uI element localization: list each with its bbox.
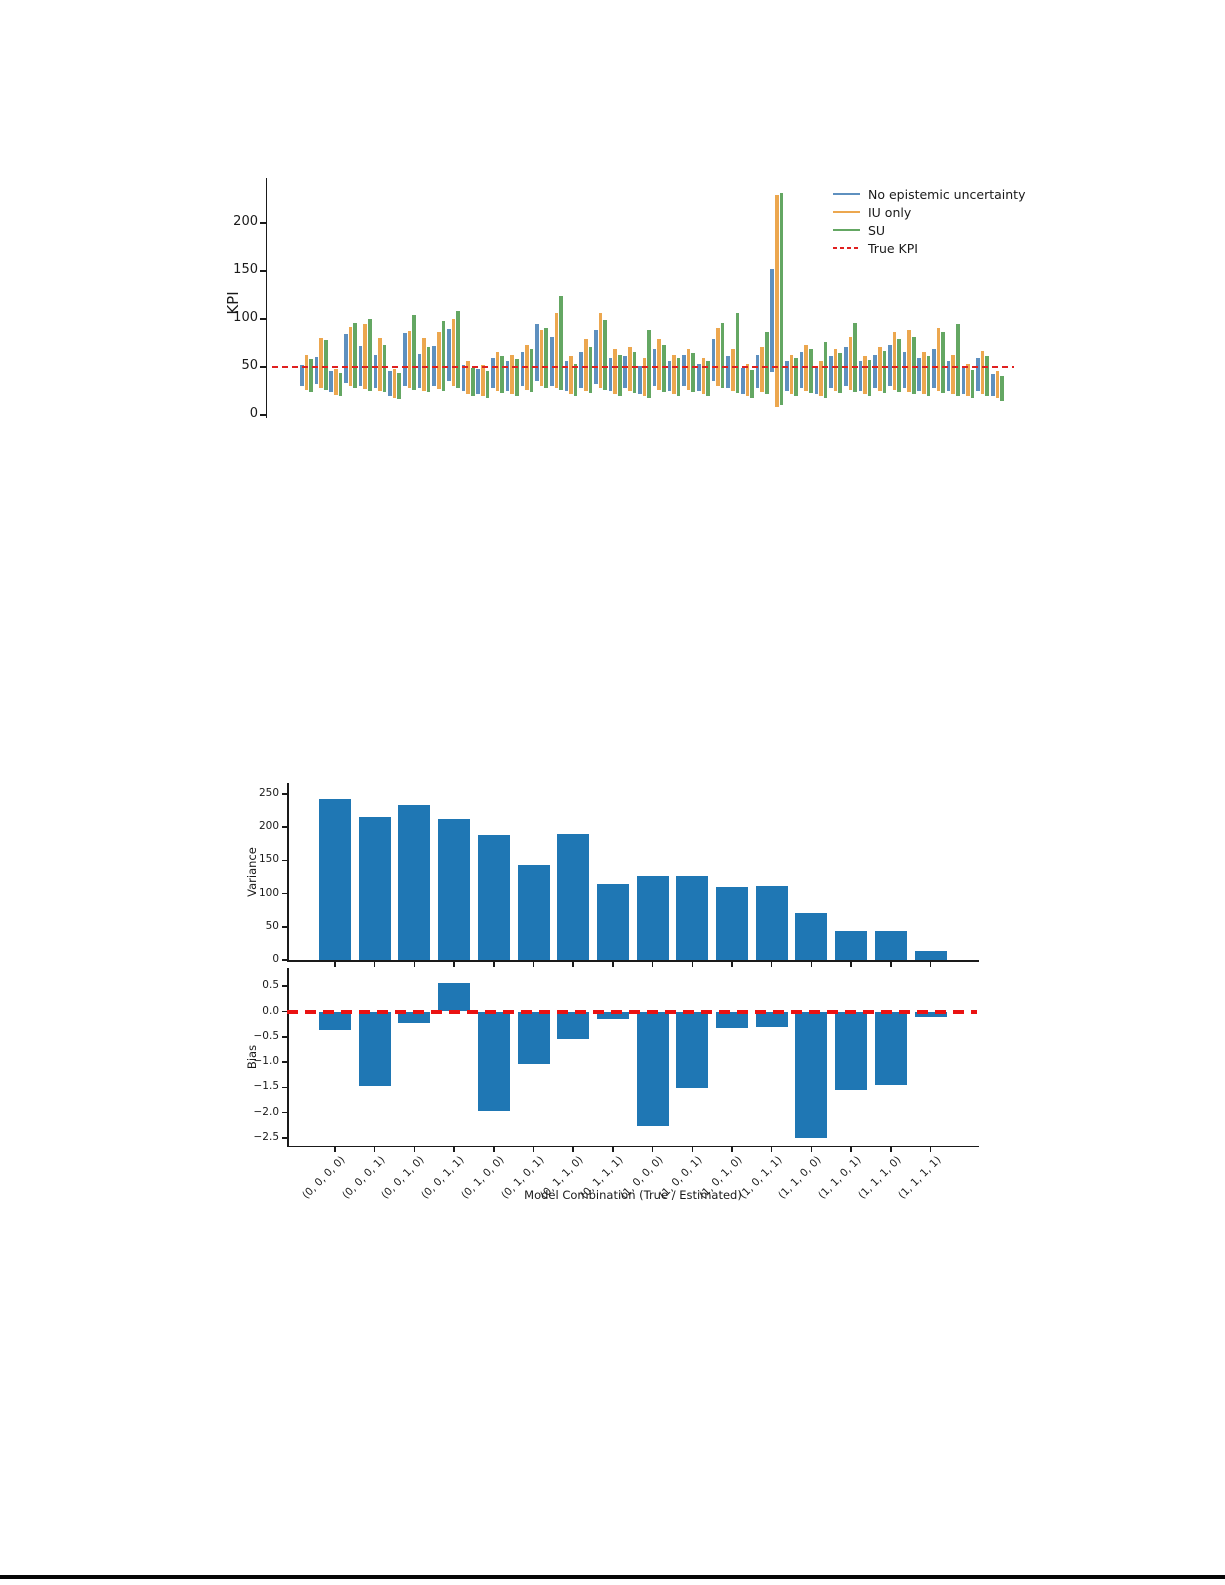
variance-bar	[398, 805, 430, 960]
bias-ytick-mark	[282, 985, 288, 987]
kpi-bar-no-epistemic	[991, 374, 995, 396]
variance-ytick-label: 50	[265, 919, 279, 932]
legend-row-su	[833, 221, 885, 239]
bias-xtick-label: (1, 0, 0, 1)	[657, 1154, 705, 1202]
kpi-bar-no-epistemic	[462, 365, 466, 391]
kpi-bar-iu-only	[687, 349, 691, 390]
kpi-ytick-label: 0	[249, 406, 258, 421]
kpi-bar-no-epistemic	[491, 358, 495, 388]
kpi-bar-su	[780, 193, 784, 405]
kpi-bar-su	[427, 347, 431, 392]
kpi-ytick-label: 100	[233, 310, 258, 325]
kpi-ytick-mark	[260, 366, 266, 368]
bias-xtick-label: (1, 1, 0, 0)	[776, 1154, 824, 1202]
bias-ytick-label: −2.5	[253, 1131, 279, 1143]
bias-bar	[756, 1012, 788, 1027]
bias-bar	[637, 1012, 669, 1126]
bias-ytick-mark	[282, 1036, 288, 1038]
bias-xtick-mark	[533, 1147, 535, 1152]
kpi-bar-su	[544, 328, 548, 388]
variance-ytick-label: 200	[258, 820, 279, 833]
kpi-bar-no-epistemic	[903, 352, 907, 388]
kpi-bar-no-epistemic	[873, 355, 877, 389]
kpi-bar-no-epistemic	[741, 368, 745, 394]
kpi-bar-iu-only	[437, 332, 441, 389]
kpi-bar-iu-only	[716, 328, 720, 387]
kpi-bar-no-epistemic	[976, 358, 980, 391]
kpi-bar-no-epistemic	[447, 329, 451, 382]
kpi-bar-no-epistemic	[609, 358, 613, 391]
kpi-bar-su	[677, 358, 681, 395]
bias-bar	[438, 983, 470, 1012]
variance-bar	[716, 887, 748, 960]
bias-xtick-label: (1, 0, 0, 0)	[617, 1154, 666, 1202]
variance-bar	[676, 876, 708, 960]
bias-xtick-label: (0, 1, 1, 0)	[538, 1154, 586, 1202]
variance-xtick-mark	[493, 962, 495, 967]
kpi-bar-su	[956, 324, 960, 396]
kpi-bar-iu-only	[731, 349, 735, 391]
kpi-bar-su	[500, 356, 504, 392]
kpi-bar-su	[309, 359, 313, 392]
bias-ytick-mark	[282, 1061, 288, 1063]
kpi-bar-su	[339, 373, 343, 396]
kpi-bar-iu-only	[599, 313, 603, 388]
kpi-bar-iu-only	[555, 313, 559, 388]
kpi-bar-su	[736, 313, 740, 393]
kpi-bar-iu-only	[937, 328, 941, 391]
kpi-bar-iu-only	[378, 338, 382, 391]
bias-ytick-mark	[282, 1087, 288, 1089]
kpi-bar-no-epistemic	[476, 369, 480, 394]
bias-xtick-label: (1, 0, 1, 0)	[697, 1154, 745, 1202]
variance-xtick-mark	[453, 962, 455, 967]
legend-row-iu-only	[833, 203, 911, 221]
kpi-bar-iu-only	[672, 355, 676, 394]
kpi-bar-su	[721, 323, 725, 388]
kpi-bar-no-epistemic	[682, 355, 686, 387]
kpi-bar-su	[838, 353, 842, 393]
kpi-bar-iu-only	[422, 338, 426, 391]
legend-line-no-epistemic	[833, 193, 860, 196]
variance-y-axis-spine	[287, 783, 289, 962]
legend-label: IU only	[868, 204, 912, 220]
variance-xtick-mark	[612, 962, 614, 967]
bias-x-axis-title: Model Combination (True / Estimated)	[524, 1188, 742, 1202]
bias-xtick-label: (1, 1, 1, 1)	[895, 1154, 943, 1202]
kpi-bar-su	[530, 349, 534, 392]
bias-xtick-mark	[374, 1147, 376, 1152]
variance-bar	[795, 913, 827, 960]
variance-xtick-mark	[890, 962, 892, 967]
kpi-bar-iu-only	[305, 355, 309, 390]
kpi-bar-iu-only	[893, 332, 897, 390]
kpi-bar-iu-only	[878, 347, 882, 391]
kpi-bar-iu-only	[349, 327, 353, 387]
variance-ytick-mark	[282, 893, 288, 895]
kpi-bar-su	[765, 332, 769, 393]
variance-bar	[756, 886, 788, 960]
bias-bar	[716, 1012, 748, 1028]
kpi-bar-no-epistemic	[315, 357, 319, 384]
variance-bar	[438, 819, 470, 960]
bias-bar	[359, 1012, 391, 1086]
bias-x-axis-spine	[287, 1146, 979, 1148]
bias-bar	[676, 1012, 708, 1088]
kpi-bar-su	[824, 342, 828, 398]
kpi-bar-no-epistemic	[535, 324, 539, 382]
kpi-bar-no-epistemic	[344, 334, 348, 383]
kpi-bar-su	[853, 323, 857, 392]
kpi-bar-no-epistemic	[756, 355, 760, 389]
kpi-bar-iu-only	[702, 358, 706, 394]
kpi-bar-no-epistemic	[329, 371, 333, 392]
legend-dashed-line-true-kpi	[833, 247, 860, 249]
bias-ytick-mark	[282, 1137, 288, 1139]
kpi-bar-no-epistemic	[712, 339, 716, 381]
bias-ytick-label: 0.5	[262, 979, 279, 992]
kpi-bar-iu-only	[334, 369, 338, 395]
bias-xtick-label: (0, 0, 0, 1)	[339, 1154, 388, 1202]
kpi-bar-iu-only	[643, 358, 647, 395]
kpi-bar-iu-only	[569, 356, 573, 393]
kpi-bar-no-epistemic	[932, 349, 936, 388]
kpi-bar-iu-only	[996, 371, 1000, 398]
variance-xtick-mark	[533, 962, 535, 967]
kpi-bar-no-epistemic	[579, 352, 583, 388]
variance-ytick-mark	[282, 793, 288, 795]
kpi-bar-su	[662, 345, 666, 392]
bias-bar	[478, 1012, 510, 1112]
bias-xtick-label: (1, 1, 1, 0)	[855, 1154, 904, 1202]
kpi-bar-iu-only	[790, 355, 794, 394]
legend-row-no-epistemic	[833, 185, 1025, 203]
variance-xtick-mark	[374, 962, 376, 967]
bias-xtick-label: (0, 0, 1, 0)	[379, 1154, 427, 1202]
kpi-bar-iu-only	[849, 337, 853, 390]
kpi-bar-no-epistemic	[697, 364, 701, 391]
kpi-ytick-mark	[260, 414, 266, 416]
kpi-bar-no-epistemic	[521, 352, 525, 387]
bias-xtick-mark	[414, 1147, 416, 1152]
kpi-bar-no-epistemic	[770, 269, 774, 372]
bias-xtick-mark	[771, 1147, 773, 1152]
variance-ytick-mark	[282, 926, 288, 928]
kpi-bar-no-epistemic	[418, 354, 422, 389]
bias-xtick-mark	[572, 1147, 574, 1152]
kpi-bar-su	[883, 351, 887, 393]
kpi-bar-iu-only	[981, 351, 985, 394]
bias-xtick-mark	[890, 1147, 892, 1152]
kpi-bar-su	[927, 356, 931, 395]
variance-xtick-mark	[334, 962, 336, 967]
bias-xtick-mark	[652, 1147, 654, 1152]
kpi-bar-no-epistemic	[638, 366, 642, 394]
variance-ytick-label: 0	[272, 953, 279, 965]
kpi-bar-iu-only	[775, 195, 779, 407]
kpi-bar-su	[985, 356, 989, 395]
bias-xtick-label: (1, 0, 1, 1)	[736, 1154, 785, 1202]
variance-bar	[518, 865, 550, 960]
kpi-bar-no-epistemic	[829, 356, 833, 388]
variance-xtick-mark	[572, 962, 574, 967]
kpi-bar-su	[456, 311, 460, 388]
kpi-bar-su	[941, 332, 945, 392]
bias-xtick-mark	[612, 1147, 614, 1152]
kpi-bar-su	[383, 345, 387, 392]
bias-xtick-mark	[692, 1147, 694, 1152]
kpi-bar-iu-only	[907, 330, 911, 392]
bias-xtick-mark	[453, 1147, 455, 1152]
bias-ytick-label: −2.0	[253, 1105, 279, 1118]
kpi-bar-su	[442, 321, 446, 391]
kpi-bar-su	[633, 352, 637, 393]
bias-bar	[795, 1012, 827, 1139]
kpi-bar-su	[647, 330, 651, 398]
kpi-bar-su	[794, 358, 798, 395]
kpi-bar-su	[515, 359, 519, 395]
kpi-bar-no-epistemic	[962, 368, 966, 394]
kpi-bar-su	[971, 370, 975, 398]
kpi-bar-su	[1000, 376, 1004, 401]
kpi-bar-iu-only	[408, 331, 412, 389]
kpi-ytick-label: 50	[241, 358, 258, 373]
kpi-bar-no-epistemic	[300, 365, 304, 386]
kpi-bar-no-epistemic	[388, 371, 392, 396]
kpi-bar-iu-only	[496, 352, 500, 391]
bias-ytick-mark	[282, 1112, 288, 1114]
kpi-bar-su	[368, 319, 372, 391]
legend-label: SU	[868, 222, 886, 238]
bias-xtick-label: (0, 1, 0, 1)	[498, 1154, 546, 1202]
kpi-bar-no-epistemic	[403, 333, 407, 386]
bias-xtick-mark	[930, 1147, 932, 1152]
variance-bar	[478, 835, 510, 960]
variance-xtick-mark	[652, 962, 654, 967]
kpi-bar-su	[809, 349, 813, 393]
kpi-bar-iu-only	[363, 324, 367, 389]
kpi-y-axis-label: KPI	[224, 291, 242, 315]
kpi-ytick-mark	[260, 222, 266, 224]
legend-label: True KPI	[868, 240, 918, 256]
kpi-bar-su	[750, 370, 754, 398]
legend-line-su	[833, 229, 860, 232]
variance-xtick-mark	[771, 962, 773, 967]
kpi-bar-su	[412, 315, 416, 390]
legend-row-true-kpi	[833, 239, 918, 257]
legend-line-iu-only	[833, 211, 860, 214]
variance-xtick-mark	[414, 962, 416, 967]
bias-bar	[319, 1012, 351, 1031]
bias-zero-reference-line	[287, 1010, 977, 1014]
kpi-bar-iu-only	[393, 369, 397, 398]
kpi-bar-su	[486, 371, 490, 398]
page-bottom-rule	[0, 1575, 1225, 1579]
variance-bar	[557, 834, 589, 960]
kpi-bar-iu-only	[613, 349, 617, 394]
kpi-bar-no-epistemic	[594, 330, 598, 385]
variance-bar	[359, 817, 391, 960]
variance-ytick-label: 100	[258, 886, 279, 899]
kpi-bar-no-epistemic	[374, 355, 378, 388]
kpi-bar-iu-only	[966, 364, 970, 396]
bias-xtick-mark	[493, 1147, 495, 1152]
kpi-bar-iu-only	[951, 355, 955, 394]
kpi-bar-no-epistemic	[800, 352, 804, 388]
variance-bar	[875, 931, 907, 960]
variance-ytick-label: 150	[258, 853, 279, 866]
variance-bar	[597, 884, 629, 960]
variance-bar	[915, 951, 947, 960]
kpi-bar-iu-only	[922, 352, 926, 394]
kpi-bar-no-epistemic	[815, 366, 819, 394]
true-kpi-reference-line	[272, 366, 1014, 368]
bias-xtick-mark	[334, 1147, 336, 1152]
kpi-bar-no-epistemic	[550, 337, 554, 386]
kpi-ytick-label: 150	[233, 262, 258, 277]
variance-ytick-mark	[282, 860, 288, 862]
variance-xtick-mark	[811, 962, 813, 967]
kpi-bar-su	[691, 353, 695, 392]
bias-xtick-label: (0, 0, 0, 0)	[300, 1154, 348, 1202]
kpi-bar-su	[353, 323, 357, 388]
bias-y-axis-label: Bias	[245, 1044, 259, 1070]
bias-ytick-label: 0.0	[262, 1004, 279, 1017]
kpi-bar-iu-only	[746, 364, 750, 396]
kpi-bar-no-epistemic	[623, 356, 627, 388]
kpi-bar-su	[589, 347, 593, 393]
kpi-bar-iu-only	[657, 339, 661, 390]
variance-ytick-mark	[282, 959, 288, 961]
variance-bar	[835, 931, 867, 960]
variance-xtick-mark	[930, 962, 932, 967]
bias-ytick-label: −0.5	[253, 1029, 279, 1042]
variance-ytick-mark	[282, 826, 288, 828]
kpi-ytick-label: 200	[233, 214, 258, 229]
bias-xtick-label: (0, 1, 0, 0)	[458, 1154, 507, 1202]
kpi-bar-su	[559, 296, 563, 390]
kpi-y-axis-spine	[266, 178, 268, 418]
variance-xtick-mark	[850, 962, 852, 967]
kpi-bar-iu-only	[452, 319, 456, 386]
kpi-ytick-mark	[260, 270, 266, 272]
bias-bar	[557, 1012, 589, 1040]
bias-bar	[518, 1012, 550, 1064]
bias-xtick-label: (0, 0, 1, 1)	[419, 1154, 467, 1202]
kpi-bar-iu-only	[319, 338, 323, 388]
kpi-bar-su	[618, 355, 622, 396]
bias-ytick-label: −1.0	[253, 1055, 279, 1068]
variance-x-axis-spine	[287, 960, 979, 962]
bias-xtick-mark	[731, 1147, 733, 1152]
bias-bar	[875, 1012, 907, 1085]
bias-bar	[835, 1012, 867, 1090]
variance-ytick-label: 250	[258, 787, 279, 799]
variance-y-axis-label: Variance	[245, 847, 259, 897]
kpi-bar-su	[574, 364, 578, 396]
kpi-bar-no-epistemic	[917, 358, 921, 391]
bias-xtick-label: (1, 1, 0, 1)	[816, 1154, 864, 1202]
variance-xtick-mark	[731, 962, 733, 967]
kpi-bar-su	[471, 368, 475, 396]
kpi-bar-iu-only	[760, 347, 764, 392]
kpi-bar-iu-only	[510, 355, 514, 394]
kpi-bar-iu-only	[628, 347, 632, 391]
kpi-bar-su	[397, 373, 401, 399]
legend-label: No epistemic uncertainty	[868, 186, 1026, 202]
kpi-bar-iu-only	[863, 356, 867, 393]
kpi-bar-iu-only	[540, 330, 544, 387]
variance-bar	[319, 799, 351, 960]
bias-xtick-mark	[850, 1147, 852, 1152]
bias-ytick-label: −1.5	[253, 1080, 279, 1093]
bias-xtick-mark	[811, 1147, 813, 1152]
kpi-ytick-mark	[260, 318, 266, 320]
bias-y-axis-spine	[287, 968, 289, 1147]
bias-xtick-label: (0, 1, 1, 1)	[578, 1154, 626, 1202]
variance-xtick-mark	[692, 962, 694, 967]
kpi-bar-iu-only	[481, 365, 485, 396]
kpi-bar-iu-only	[834, 349, 838, 391]
variance-bar	[637, 876, 669, 960]
kpi-bar-no-epistemic	[726, 356, 730, 388]
kpi-bar-su	[603, 320, 607, 390]
